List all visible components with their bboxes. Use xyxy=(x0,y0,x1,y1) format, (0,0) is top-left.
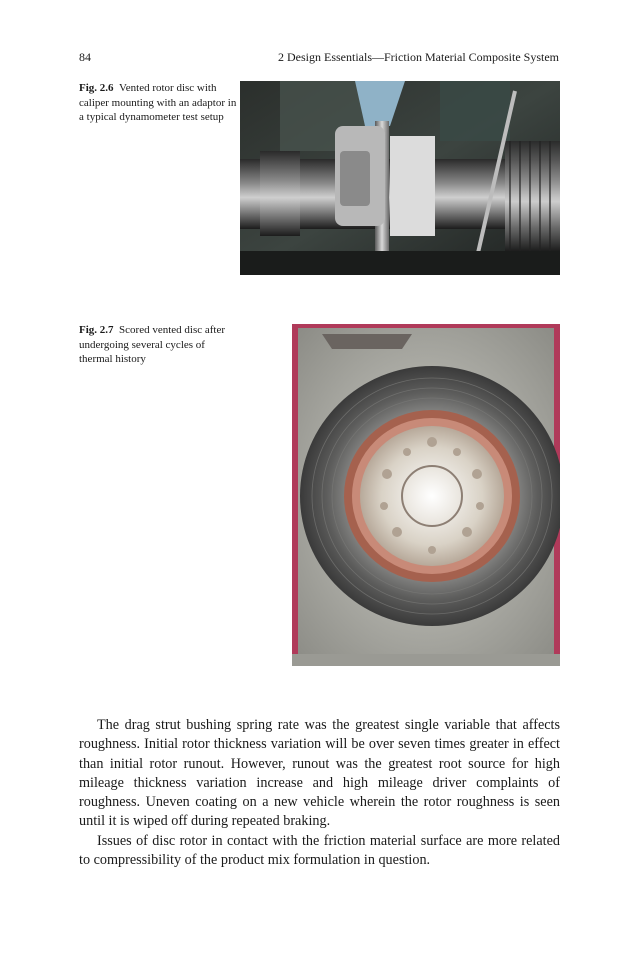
page-number: 84 xyxy=(79,50,91,64)
figure-image-dynamometer xyxy=(240,81,560,275)
figure-caption-2-7 xyxy=(79,323,239,367)
paragraph: The drag strut bushing spring rate was the greatest single variable that affects roughness. Initial rotor thickness variation will be over seven times greater in effect than initial rotor runout. However, runout was the greatest root source for high mileage thickness variation increase and high mileage driver complaints of roughness. Uneven coating on a new vehicle wherein the rotor roughness is seen until it is wiped off during repeated braking. xyxy=(79,717,560,830)
figure-caption-text: Vented rotor disc with caliper mounting with an adaptor in a typical dynamometer test setup xyxy=(79,82,237,123)
figure-label: Fig. 2.6 xyxy=(79,82,114,94)
running-title: 2 Design Essentials—Friction Material Composite System xyxy=(278,50,559,64)
body-text xyxy=(79,716,560,870)
figure-caption-2-6 xyxy=(79,81,239,125)
paragraph: Issues of disc rotor in contact with the friction material surface are more related to compressibility of the product mix formulation in question. xyxy=(79,832,560,869)
figure-image-scored-disc xyxy=(292,324,560,666)
figure-caption-text: Scored vented disc after undergoing several cycles of thermal history xyxy=(79,324,226,365)
figure-label: Fig. 2.7 xyxy=(79,324,114,336)
